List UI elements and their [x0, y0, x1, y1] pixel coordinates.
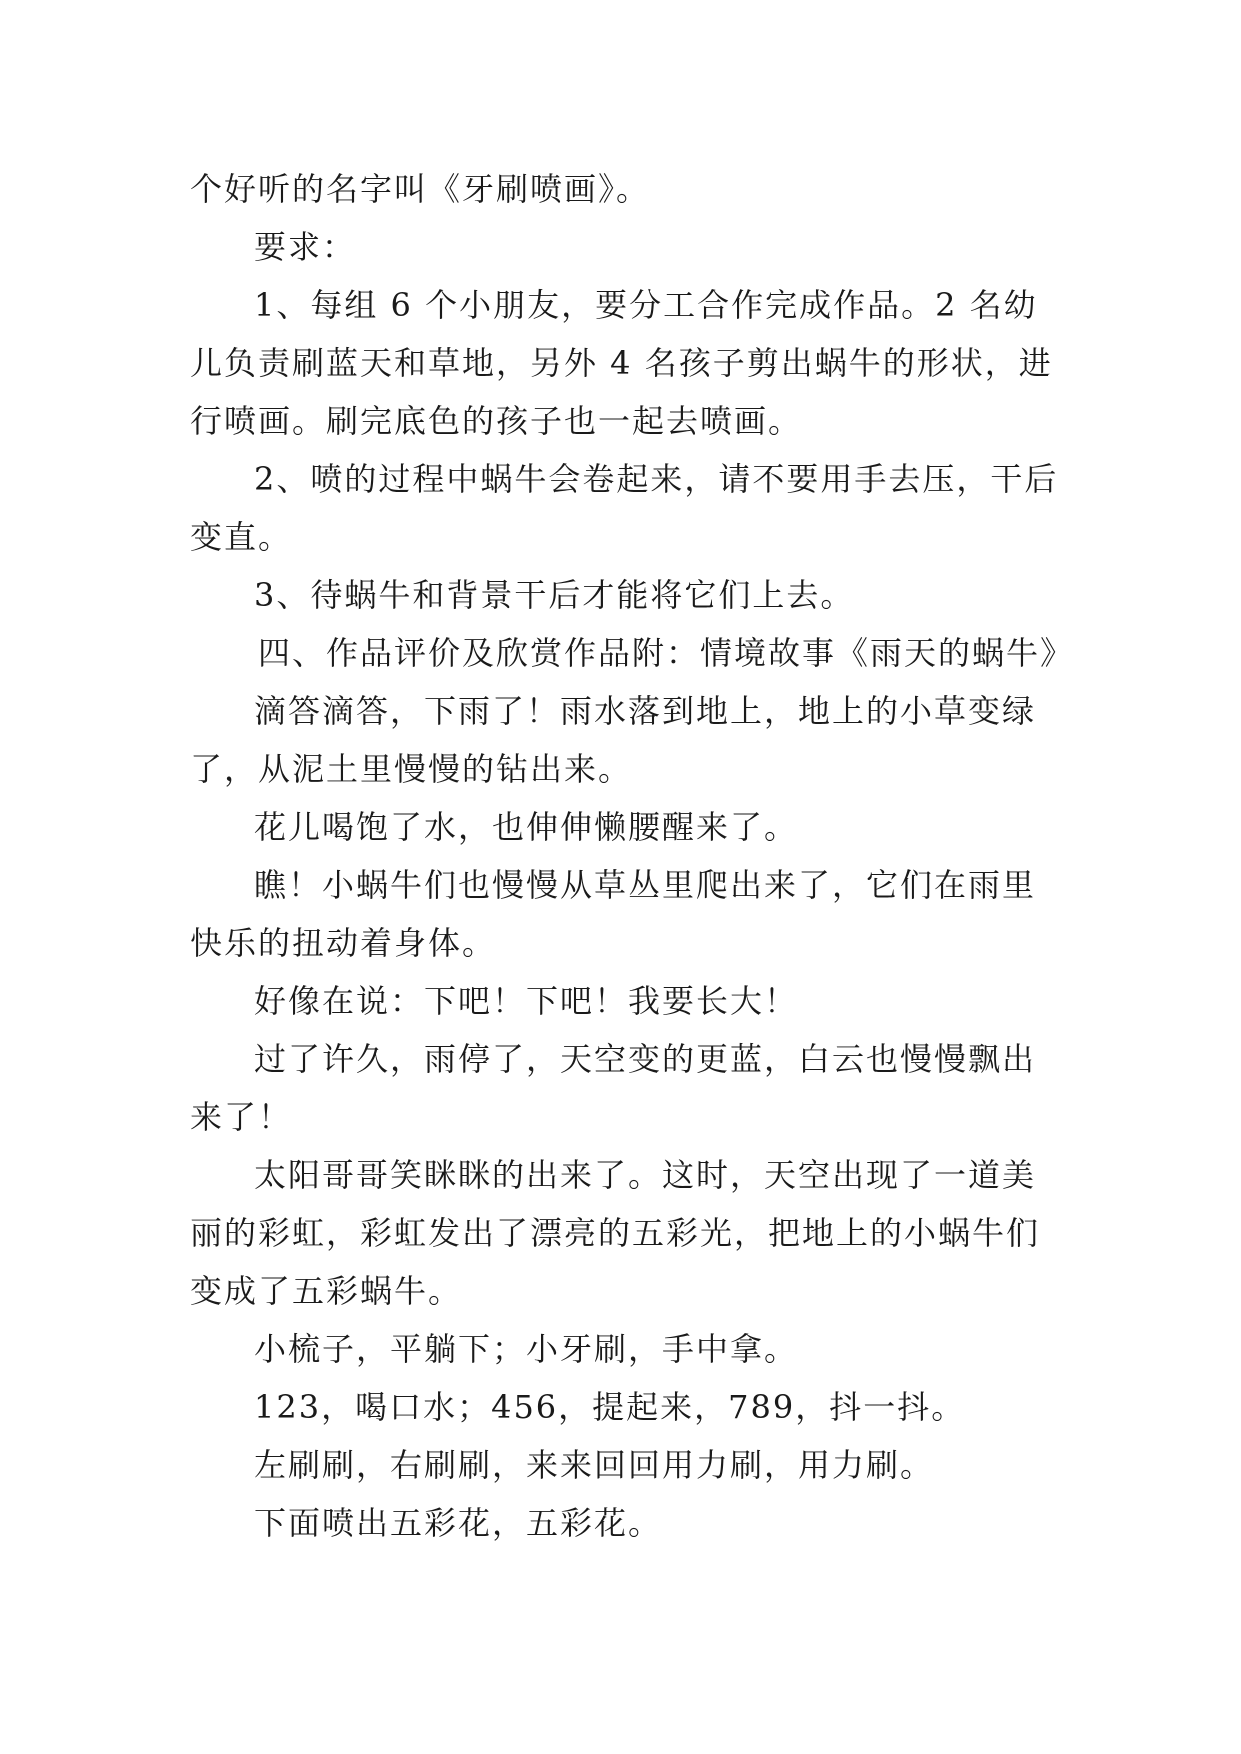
paragraph-requirements-heading: 要求：: [254, 228, 357, 266]
paragraph-story-2: 花儿喝饱了水，也伸伸懒腰醒来了。: [254, 808, 799, 846]
paragraph-requirement-2: 2、喷的过程中蜗牛会卷起来，请不要用手去压，干后变直。: [190, 460, 1059, 556]
paragraph-requirement-1: 1、每组 6 个小朋友，要分工合作完成作品。2 名幼儿负责刷蓝天和草地，另外 4 名孩子剪出蜗牛的形状，进行喷画。刷完底色的孩子也一起去喷画。: [190, 286, 1053, 440]
paragraph-rhyme-3: 左刷刷，右刷刷，来来回回用力刷，用力刷。: [254, 1446, 935, 1484]
paragraph-rhyme-4: 下面喷出五彩花，五彩花。: [254, 1504, 663, 1542]
paragraph-story-4: 好像在说：下吧！下吧！我要长大！: [254, 982, 799, 1020]
paragraph-continuation: 个好听的名字叫《牙刷喷画》。: [190, 170, 651, 208]
paragraph-story-6: 太阳哥哥笑眯眯的出来了。这时，天空出现了一道美丽的彩虹，彩虹发出了漂亮的五彩光，把地上的小蜗牛们变成了五彩蜗牛。: [190, 1156, 1041, 1310]
paragraph-requirement-3: 3、待蜗牛和背景干后才能将它们上去。: [254, 576, 855, 614]
document-body: [190, 160, 1075, 1552]
paragraph-story-3: 瞧！小蜗牛们也慢慢从草丛里爬出来了，它们在雨里快乐的扭动着身体。: [190, 866, 1037, 962]
paragraph-section-four: 四、作品评价及欣赏作品附：情境故事《雨天的蜗牛》: [258, 634, 1075, 672]
paragraph-story-5: 过了许久，雨停了，天空变的更蓝，白云也慢慢飘出来了！: [190, 1040, 1037, 1136]
paragraph-story-1: 滴答滴答，下雨了！雨水落到地上，地上的小草变绿了，从泥土里慢慢的钻出来。: [190, 692, 1037, 788]
paragraph-rhyme-2: 123，喝口水；456，提起来，789，抖一抖。: [254, 1388, 966, 1426]
paragraph-rhyme-1: 小梳子，平躺下；小牙刷，手中拿。: [254, 1330, 799, 1368]
